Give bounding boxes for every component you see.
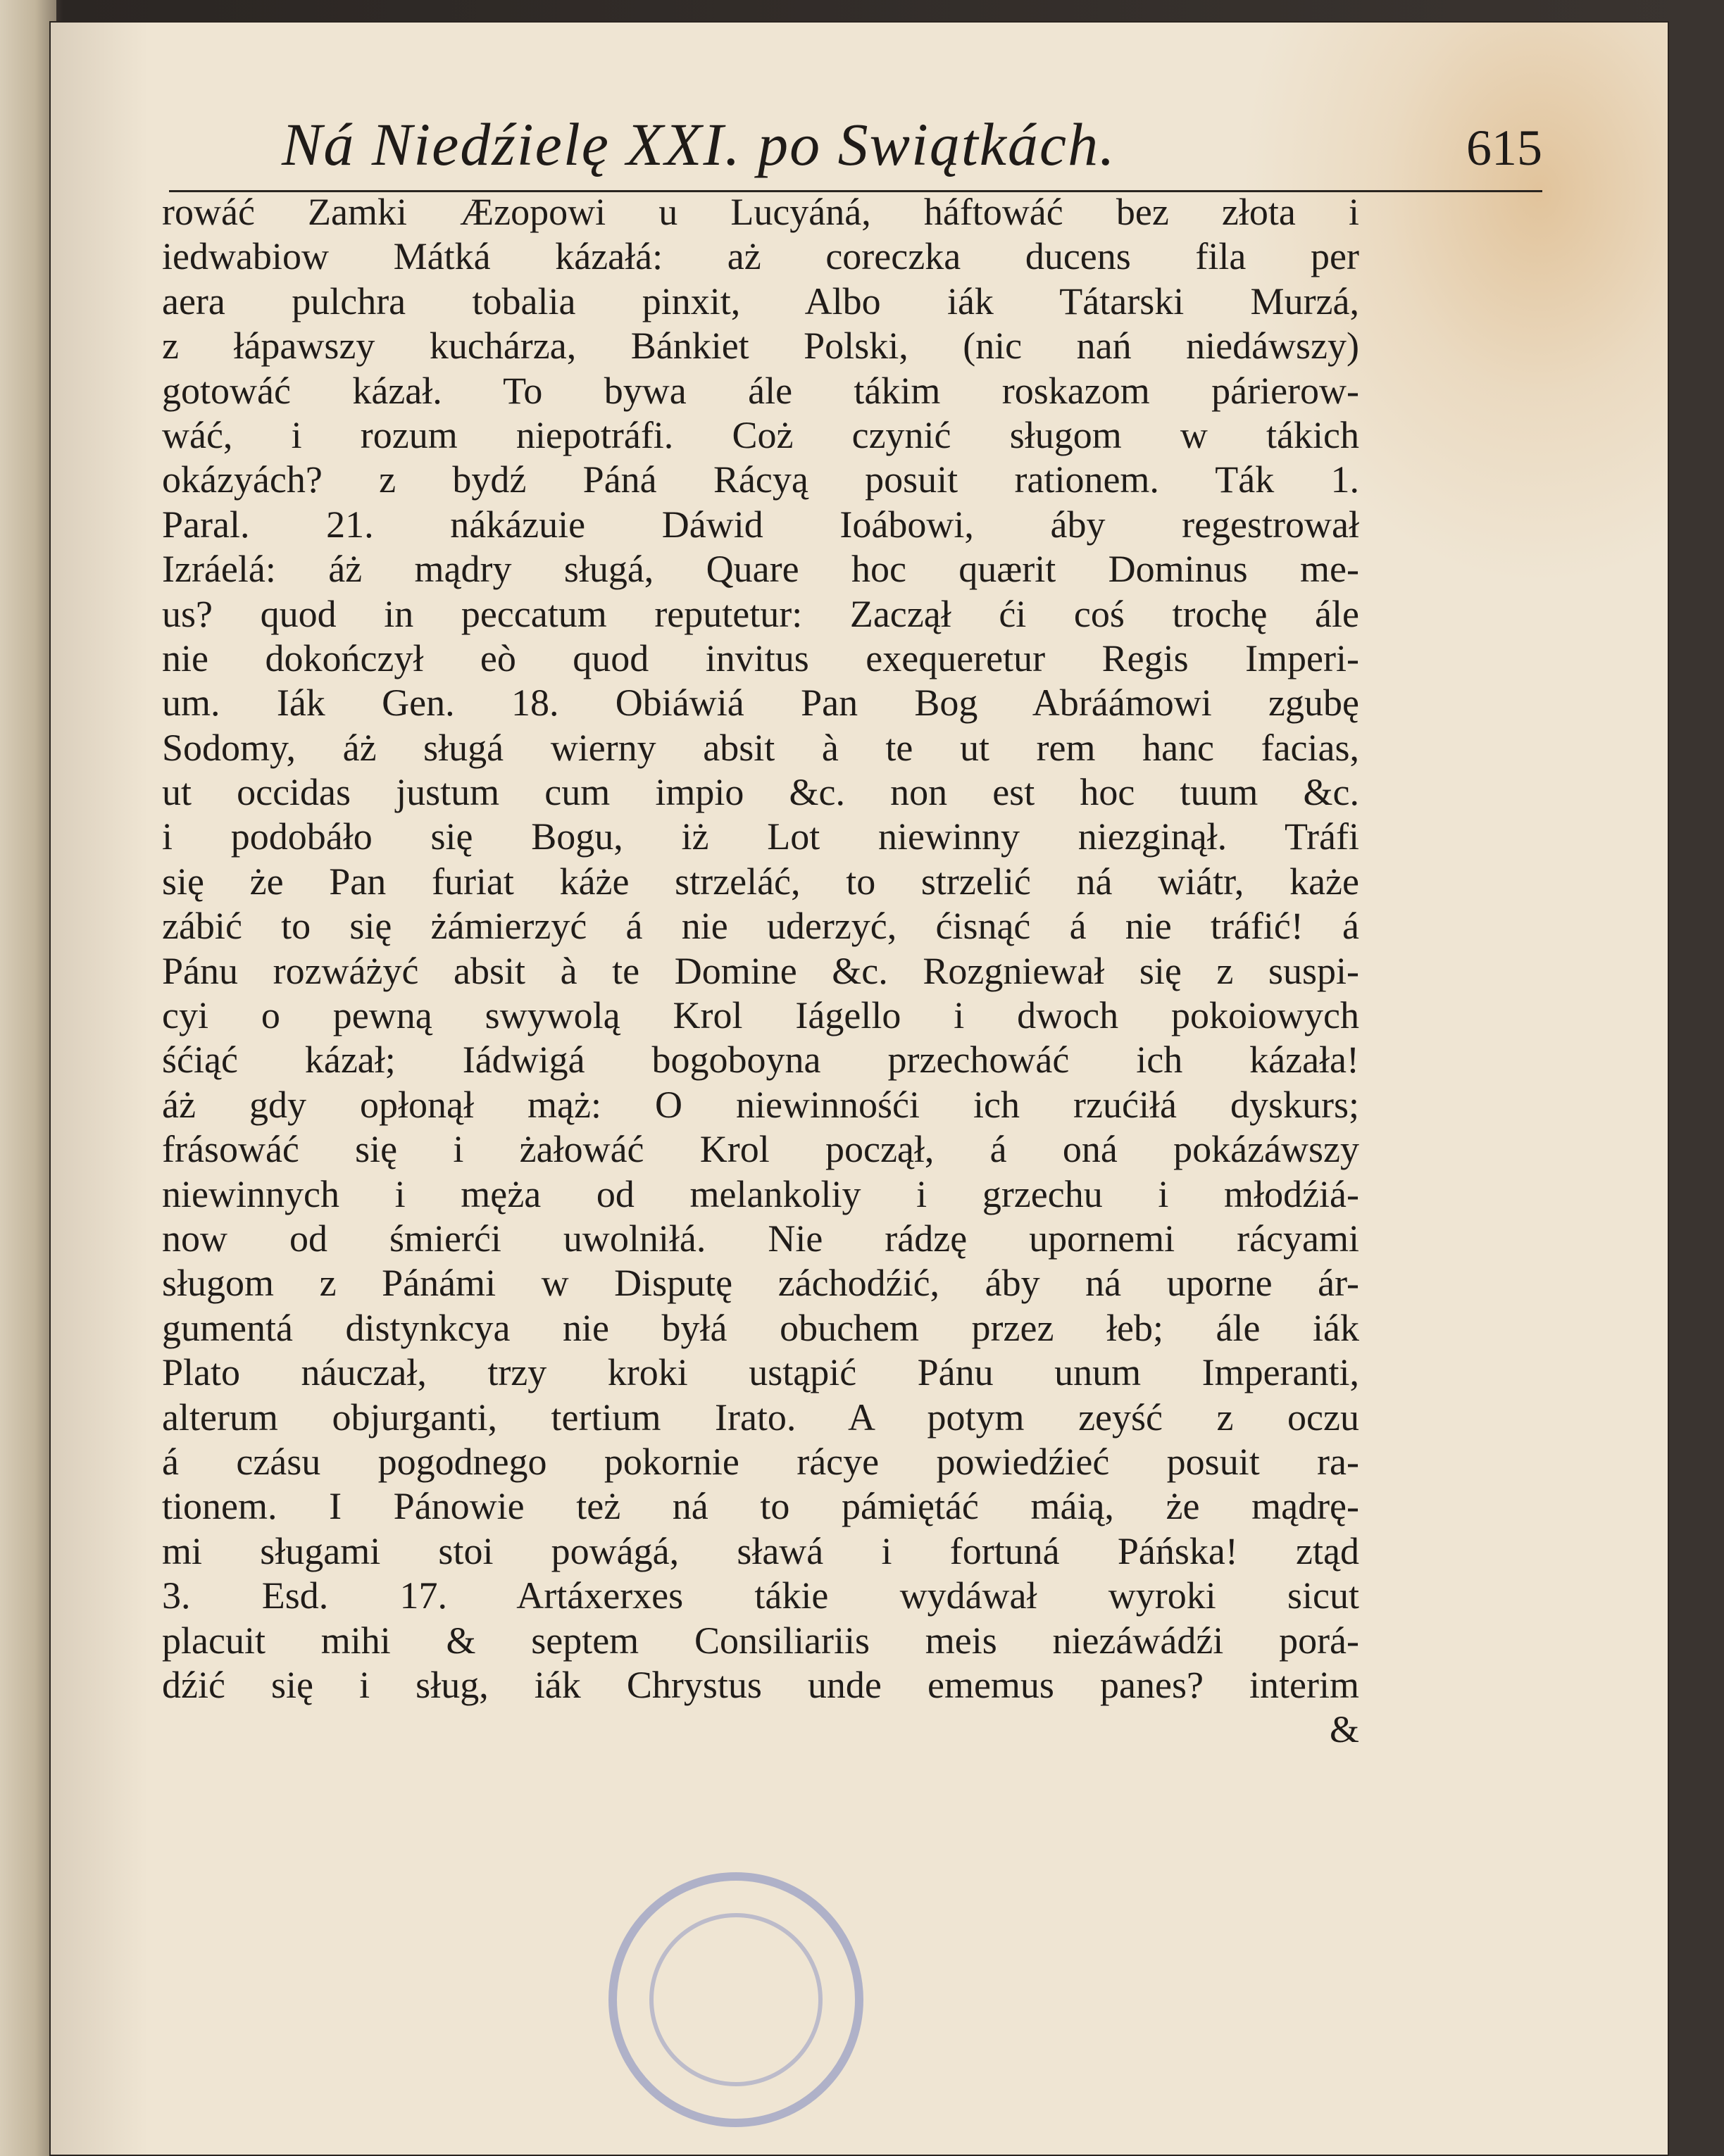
text-line: Pánu rozwáżyć absit à te Domine &c. Rozgniewał się z suspi- — [162, 949, 1359, 992]
text-line: aera pulchra tobalia pinxit, Albo iák Tátarski Murzá, — [162, 280, 1359, 322]
text-line: i podobáło się Bogu, iż Lot niewinny niezginął. Tráfi — [162, 815, 1359, 858]
text-line: now od śmierći uwolniłá. Nie rádzę upornemi rácyami — [162, 1217, 1359, 1260]
stamp-inner-ring — [651, 1915, 820, 2084]
text-line: ut occidas justum cum impio &c. non est hoc tuum &c. — [162, 771, 1359, 814]
text-line: niewinnych i męża od melankoliy i grzechu i młodźiá- — [162, 1172, 1359, 1215]
body-text — [162, 190, 1359, 1753]
text-line: dźić się i sług, iák Chrystus unde ememus panes? interim — [162, 1663, 1359, 1706]
text-line: á czásu pogodnego pokornie rácye powiedźieć posuit ra- — [162, 1440, 1359, 1483]
text-line: placuit mihi & septem Consiliariis meis niezáwádźi porá- — [162, 1619, 1359, 1662]
text-line: mi sługami stoi powágá, sławá i fortuná Páńska! ztąd — [162, 1529, 1359, 1572]
text-line: Plato náuczał, trzy kroki ustąpić Pánu unum Imperanti, — [162, 1351, 1359, 1394]
text-line: z łápawszy kuchárza, Bánkiet Polski, (nic nań niedáwszy) — [162, 325, 1359, 368]
text-line: okázyách? z bydź Páná Rácyą posuit rationem. Ták 1. — [162, 458, 1359, 501]
text-line: alterum objurganti, tertium Irato. A potym zeyść z oczu — [162, 1396, 1359, 1439]
running-title: Ná Niedźielę XXI. po Swiątkách. — [282, 111, 1116, 178]
text-line: Paral. 21. nákázuie Dáwid Ioábowi, áby regestrował — [162, 503, 1359, 546]
text-line: się że Pan furiat káże strzeláć, to strzelić ná wiátr, każe — [162, 860, 1359, 903]
text-line: nie dokończył eò quod invitus exequeretur Regis Imperi- — [162, 637, 1359, 679]
text-line: gotowáć kázał. To bywa ále tákim roskazom párierow- — [162, 369, 1359, 412]
text-line: zábić to się żámierzyć á nie uderzyć, ćisnąć á nie tráfić! á — [162, 905, 1359, 948]
catchword: & — [1329, 1708, 1359, 1751]
page-header — [169, 106, 1542, 192]
text-line: wáć, i rozum niepotráfi. Coż czynić sługom w tákich — [162, 413, 1359, 456]
book-gutter — [0, 0, 56, 2156]
library-stamp — [595, 1859, 877, 2141]
text-line: tionem. I Pánowie też ná to pámiętáć máią, że mądrę- — [162, 1485, 1359, 1528]
text-line: Sodomy, áż sługá wierny absit à te ut rem hanc facias, — [162, 726, 1359, 769]
text-line: áż gdy opłonął mąż: O niewinnośći ich rzućiłá dyskurs; — [162, 1083, 1359, 1126]
text-line: sługom z Pánámi w Disputę záchodźić, áby ná uporne ár- — [162, 1262, 1359, 1305]
page-number: 615 — [1466, 120, 1542, 176]
text-line: 3. Esd. 17. Artáxerxes tákie wydáwał wyroki sicut — [162, 1574, 1359, 1617]
text-line: śćiąć kázał; Iádwigá bogoboyna przechowáć ich kázała! — [162, 1039, 1359, 1082]
text-line: Izráelá: áż mądry sługá, Quare hoc quærit Dominus me- — [162, 548, 1359, 591]
text-line: gumentá distynkcya nie byłá obuchem przez łeb; ále iák — [162, 1306, 1359, 1349]
text-line: frásowáć się i żałowáć Krol począł, á oná pokázáwszy — [162, 1128, 1359, 1171]
text-line: cyi o pewną swywolą Krol Iágello i dwoch pokoiowych — [162, 994, 1359, 1037]
text-line: um. Iák Gen. 18. Obiáwiá Pan Bog Abráámowi zgubę — [162, 682, 1359, 725]
text-line: us? quod in peccatum reputetur: Zaczął ći coś trochę ále — [162, 592, 1359, 635]
text-line: rowáć Zamki Æzopowi u Lucyáná, háftowáć bez złota i — [162, 191, 1359, 233]
text-line: iedwabiow Mátká kázałá: aż coreczka ducens fila per — [162, 235, 1359, 278]
